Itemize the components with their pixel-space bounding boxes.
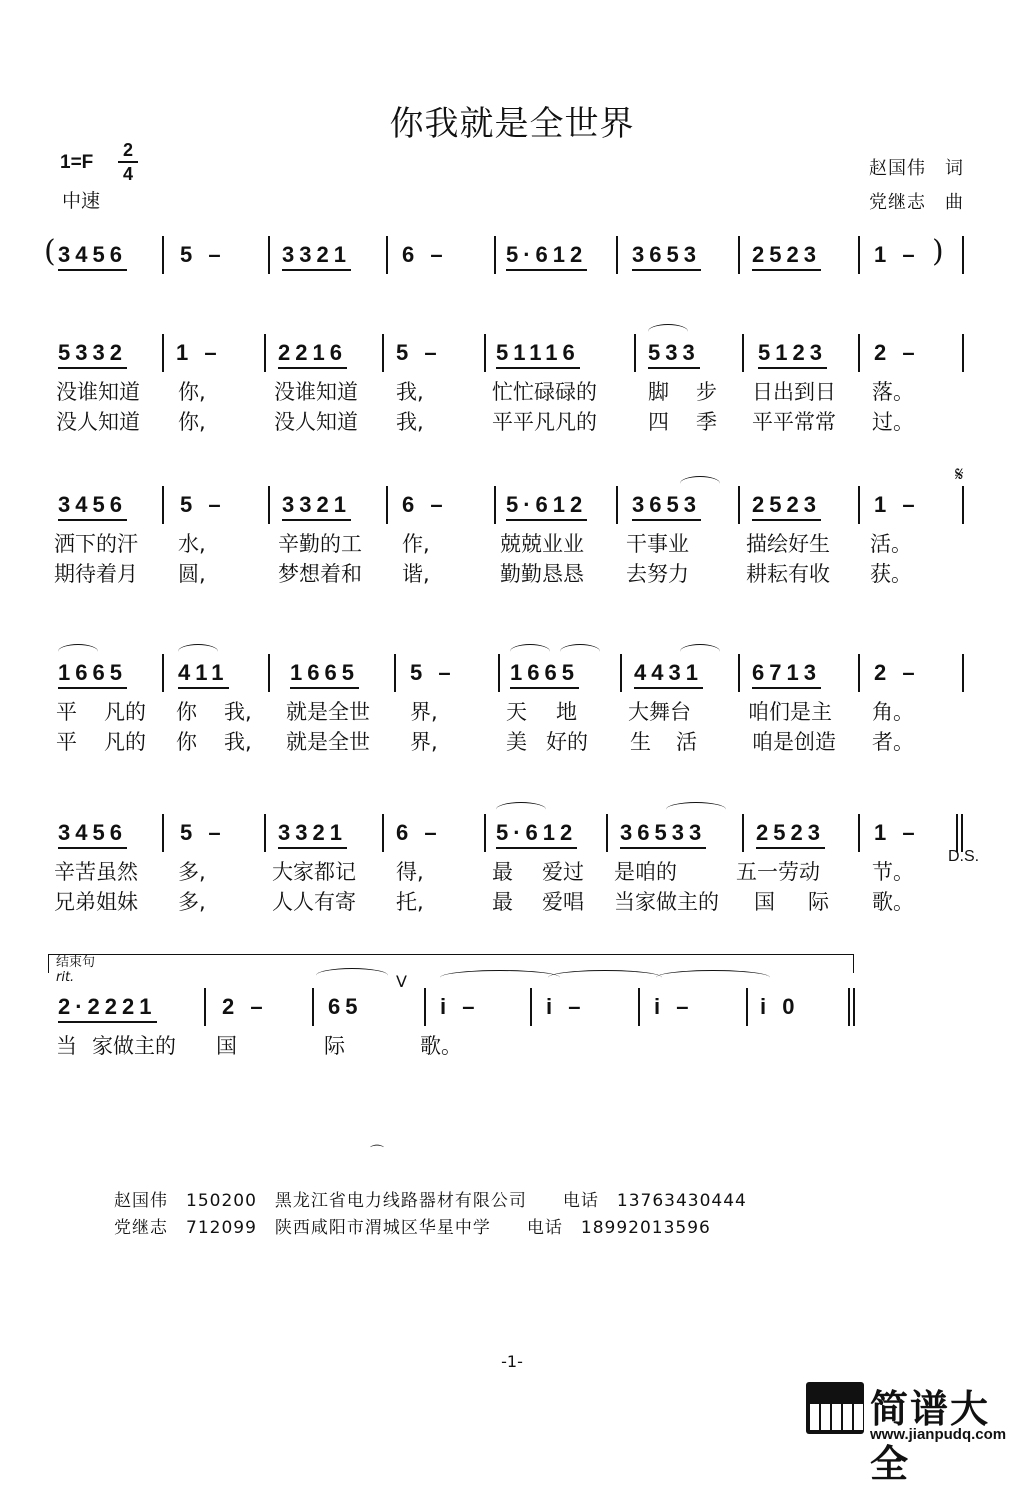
- tie-slur: [680, 476, 720, 491]
- measure: 5 –: [410, 660, 456, 685]
- lyric: 获。: [870, 562, 912, 586]
- contact-lyricist: 赵国伟 150200 黑龙江省电力线路器材有限公司 电话 13763430444: [114, 1191, 747, 1211]
- tie-slur: [548, 970, 662, 985]
- lyric: 没人知道: [56, 410, 140, 434]
- measure: 5·612: [496, 820, 577, 849]
- lyric: 当家做主的: [614, 890, 719, 914]
- lyric: 多,: [178, 890, 206, 914]
- barline: [424, 988, 426, 1026]
- lyric: 家做主的: [92, 1034, 176, 1058]
- close-paren: ): [932, 234, 944, 269]
- barline: [494, 486, 496, 524]
- lyric: 咱是创造: [752, 730, 836, 754]
- barline: [484, 814, 486, 852]
- lyric: 你: [176, 700, 197, 724]
- lyric: 季: [696, 410, 717, 434]
- measure: 65: [328, 994, 363, 1019]
- lyric: 过。: [872, 410, 914, 434]
- lyric: 谐,: [402, 562, 430, 586]
- lyric: 活。: [870, 532, 912, 556]
- barline: [268, 486, 270, 524]
- lyric: 期待着月: [54, 562, 138, 586]
- lyric: 勤勤恳恳: [500, 562, 584, 586]
- measure: 2523: [756, 820, 825, 849]
- measure: 1665: [58, 660, 127, 689]
- tie-slur: [656, 970, 770, 985]
- open-paren: (: [44, 234, 56, 269]
- lyric: 好的: [546, 730, 588, 754]
- measure: 5 –: [180, 492, 226, 517]
- lyric: 忙忙碌碌的: [492, 380, 597, 404]
- lyric: 辛苦虽然: [54, 860, 138, 884]
- measure: i –: [440, 994, 480, 1019]
- lyric: 最: [492, 860, 513, 884]
- final-barline: [848, 988, 850, 1026]
- lyric: 国: [216, 1034, 237, 1058]
- measure: 2 –: [874, 660, 920, 685]
- barline: [962, 486, 964, 524]
- barline: [498, 654, 500, 692]
- measure: i 0: [760, 994, 800, 1019]
- lyric: 我,: [224, 700, 252, 724]
- lyric: 天: [506, 700, 527, 724]
- tie-slur: [178, 644, 218, 659]
- measure: i –: [654, 994, 694, 1019]
- measure: 6 –: [402, 242, 448, 267]
- song-title: 你我就是全世界: [389, 104, 635, 144]
- barline: [204, 988, 206, 1026]
- barline: [386, 486, 388, 524]
- lyric: 平平凡凡的: [492, 410, 597, 434]
- page-number: -1-: [501, 1352, 523, 1371]
- time-sig-top: 2: [122, 140, 133, 160]
- measure: 36533: [620, 820, 706, 849]
- barline: [530, 988, 532, 1026]
- lyric: 去努力: [626, 562, 689, 586]
- barline: [738, 236, 740, 274]
- barline: [606, 814, 608, 852]
- time-signature: [118, 140, 138, 184]
- measure: 5332: [58, 340, 127, 369]
- measure: 3321: [278, 820, 347, 849]
- lyric: 歌。: [872, 890, 914, 914]
- lyric: 咱们是主: [748, 700, 832, 724]
- lyric: 活: [676, 730, 697, 754]
- measure: 533: [648, 340, 700, 369]
- measure: 2523: [752, 492, 821, 521]
- lyric: 你: [176, 730, 197, 754]
- repeat-barline: [956, 814, 958, 852]
- contact-composer: 党继志 712099 陕西咸阳市渭城区华星中学 电话 18992013596: [114, 1218, 711, 1238]
- measure: 5 –: [396, 340, 442, 365]
- lyric: 干事业: [626, 532, 689, 556]
- measure: 5 –: [180, 820, 226, 845]
- barline: [634, 334, 636, 372]
- measure: 5·612: [506, 492, 587, 521]
- lyric: 我,: [396, 410, 424, 434]
- measure: 2·2221: [58, 994, 157, 1023]
- barline: [962, 334, 964, 372]
- barline: [858, 236, 860, 274]
- barline: [394, 654, 396, 692]
- measure: 3653: [632, 242, 701, 271]
- lyric: 就是全世: [286, 700, 370, 724]
- barline: [162, 654, 164, 692]
- lyric: 多,: [178, 860, 206, 884]
- lyric: 大舞台: [628, 700, 691, 724]
- lyric: 四: [648, 410, 669, 434]
- lyric: 凡的: [104, 730, 146, 754]
- measure: 3456: [58, 492, 127, 521]
- lyric: 歌。: [420, 1034, 462, 1058]
- lyric: 爱过: [542, 860, 584, 884]
- lyric: 兄弟姐妹: [54, 890, 138, 914]
- lyric: 得,: [396, 860, 424, 884]
- measure: 411: [178, 660, 229, 689]
- lyric: 大家都记: [272, 860, 356, 884]
- lyric: 我,: [396, 380, 424, 404]
- barline: [638, 988, 640, 1026]
- lyric: 地: [556, 700, 577, 724]
- lyric: 五一劳动: [736, 860, 820, 884]
- lyric: 界,: [410, 700, 438, 724]
- lyric: 作,: [402, 532, 430, 556]
- lyric: 平: [56, 700, 77, 724]
- lyric: 角。: [872, 700, 914, 724]
- key-signature: 1=F: [60, 152, 94, 173]
- measure: 5·612: [506, 242, 587, 271]
- barline: [484, 334, 486, 372]
- lyric: 步: [696, 380, 717, 404]
- da-segno-mark: D.S.: [948, 848, 980, 865]
- barline: [268, 236, 270, 274]
- tie-slur: [560, 644, 600, 659]
- lyric: 人人有寄: [272, 890, 356, 914]
- lyric: 爱唱: [542, 890, 584, 914]
- barline: [620, 654, 622, 692]
- tie-slur: [316, 968, 388, 983]
- lyric: 圆,: [178, 562, 206, 586]
- tie-slur: [648, 324, 688, 339]
- site-logo: [806, 1382, 1020, 1486]
- segno-sign: 𝄋: [955, 462, 964, 486]
- measure: 3456: [58, 820, 127, 849]
- barline: [858, 814, 860, 852]
- measure: 1 –: [874, 492, 920, 517]
- tie-slur: [666, 802, 726, 817]
- barline: [382, 334, 384, 372]
- measure: 2523: [752, 242, 821, 271]
- composer-credit: 党继志 曲: [869, 192, 964, 213]
- measure: 3321: [282, 242, 351, 271]
- measure: 1 –: [874, 820, 920, 845]
- lyric: 洒下的汗: [54, 532, 138, 556]
- barline: [162, 486, 164, 524]
- measure: 1 –: [176, 340, 222, 365]
- lyric: 梦想着和: [278, 562, 362, 586]
- time-sig-bottom: 4: [122, 164, 133, 184]
- lyric: 托,: [396, 890, 424, 914]
- stray-fermata-mark: ⌒: [370, 1145, 384, 1161]
- barline: [742, 814, 744, 852]
- lyric: 生: [630, 730, 651, 754]
- measure: 4431: [634, 660, 703, 689]
- ritardando-mark: rit.: [56, 970, 75, 985]
- barline: [742, 334, 744, 372]
- barline: [738, 486, 740, 524]
- lyric: 平平常常: [752, 410, 836, 434]
- measure: 3456: [58, 242, 127, 271]
- lyric: 平: [56, 730, 77, 754]
- tie-slur: [440, 970, 560, 985]
- measure: 1 –: [874, 242, 920, 267]
- tie-slur: [510, 644, 550, 659]
- lyric: 描绘好生: [746, 532, 830, 556]
- barline: [962, 654, 964, 692]
- measure: 2 –: [874, 340, 920, 365]
- barline: [312, 988, 314, 1026]
- lyric: 你,: [178, 380, 206, 404]
- lyric: 没谁知道: [274, 380, 358, 404]
- piano-keys-icon: [806, 1382, 864, 1434]
- tie-slur: [680, 644, 720, 659]
- barline: [494, 236, 496, 274]
- measure: 3321: [282, 492, 351, 521]
- lyric: 没谁知道: [56, 380, 140, 404]
- barline: [264, 814, 266, 852]
- tie-slur: [496, 802, 546, 817]
- barline: [268, 654, 270, 692]
- measure: 5 –: [180, 242, 226, 267]
- time-sig-bar: [118, 161, 138, 163]
- barline: [382, 814, 384, 852]
- lyric: 我,: [224, 730, 252, 754]
- barline: [858, 654, 860, 692]
- lyric: 兢兢业业: [500, 532, 584, 556]
- barline: [386, 236, 388, 274]
- measure: 6713: [752, 660, 821, 689]
- barline: [962, 236, 964, 274]
- lyric: 者。: [872, 730, 914, 754]
- lyric: 际: [324, 1034, 345, 1058]
- barline: [738, 654, 740, 692]
- measure: 5123: [758, 340, 827, 369]
- lyric-line-1: [0, 1030, 1024, 1198]
- lyric: 水,: [178, 532, 206, 556]
- lyric: 际: [808, 890, 829, 914]
- lyric: 最: [492, 890, 513, 914]
- measure: 6 –: [402, 492, 448, 517]
- barline: [162, 334, 164, 372]
- barline: [858, 334, 860, 372]
- measure: 1665: [290, 660, 359, 689]
- barline: [162, 814, 164, 852]
- barline: [858, 486, 860, 524]
- barline: [162, 236, 164, 274]
- lyric: 耕耘有收: [746, 562, 830, 586]
- lyric: 界,: [410, 730, 438, 754]
- barline: [616, 486, 618, 524]
- lyric: 节。: [872, 860, 914, 884]
- lyric: 就是全世: [286, 730, 370, 754]
- lyric: 你,: [178, 410, 206, 434]
- breath-mark: V: [396, 972, 407, 991]
- measure: 51116: [496, 340, 580, 369]
- lyricist-credit: 赵国伟 词: [869, 158, 964, 179]
- lyric: 凡的: [104, 700, 146, 724]
- logo-url: www.jianpudq.com: [870, 1426, 1007, 1443]
- barline: [616, 236, 618, 274]
- barline: [264, 334, 266, 372]
- measure: i –: [546, 994, 586, 1019]
- lyric: 是咱的: [614, 860, 677, 884]
- ending-label: 结束句: [56, 955, 96, 970]
- logo-name: 简谱大全: [870, 1387, 991, 1486]
- lyric: 落。: [872, 380, 914, 404]
- tie-slur: [58, 644, 98, 659]
- lyric: 脚: [648, 380, 669, 404]
- measure: 2 –: [222, 994, 268, 1019]
- lyric: 辛勤的工: [278, 532, 362, 556]
- barline: [746, 988, 748, 1026]
- measure: 1665: [510, 660, 579, 689]
- lyric: 没人知道: [274, 410, 358, 434]
- lyric: 美: [506, 730, 527, 754]
- measure: 2216: [278, 340, 347, 369]
- measure: 3653: [632, 492, 701, 521]
- lyric: 国: [754, 890, 775, 914]
- measure: 6 –: [396, 820, 442, 845]
- lyric: 当: [56, 1034, 77, 1058]
- tempo-marking: 中速: [62, 190, 101, 212]
- lyric: 日出到日: [752, 380, 836, 404]
